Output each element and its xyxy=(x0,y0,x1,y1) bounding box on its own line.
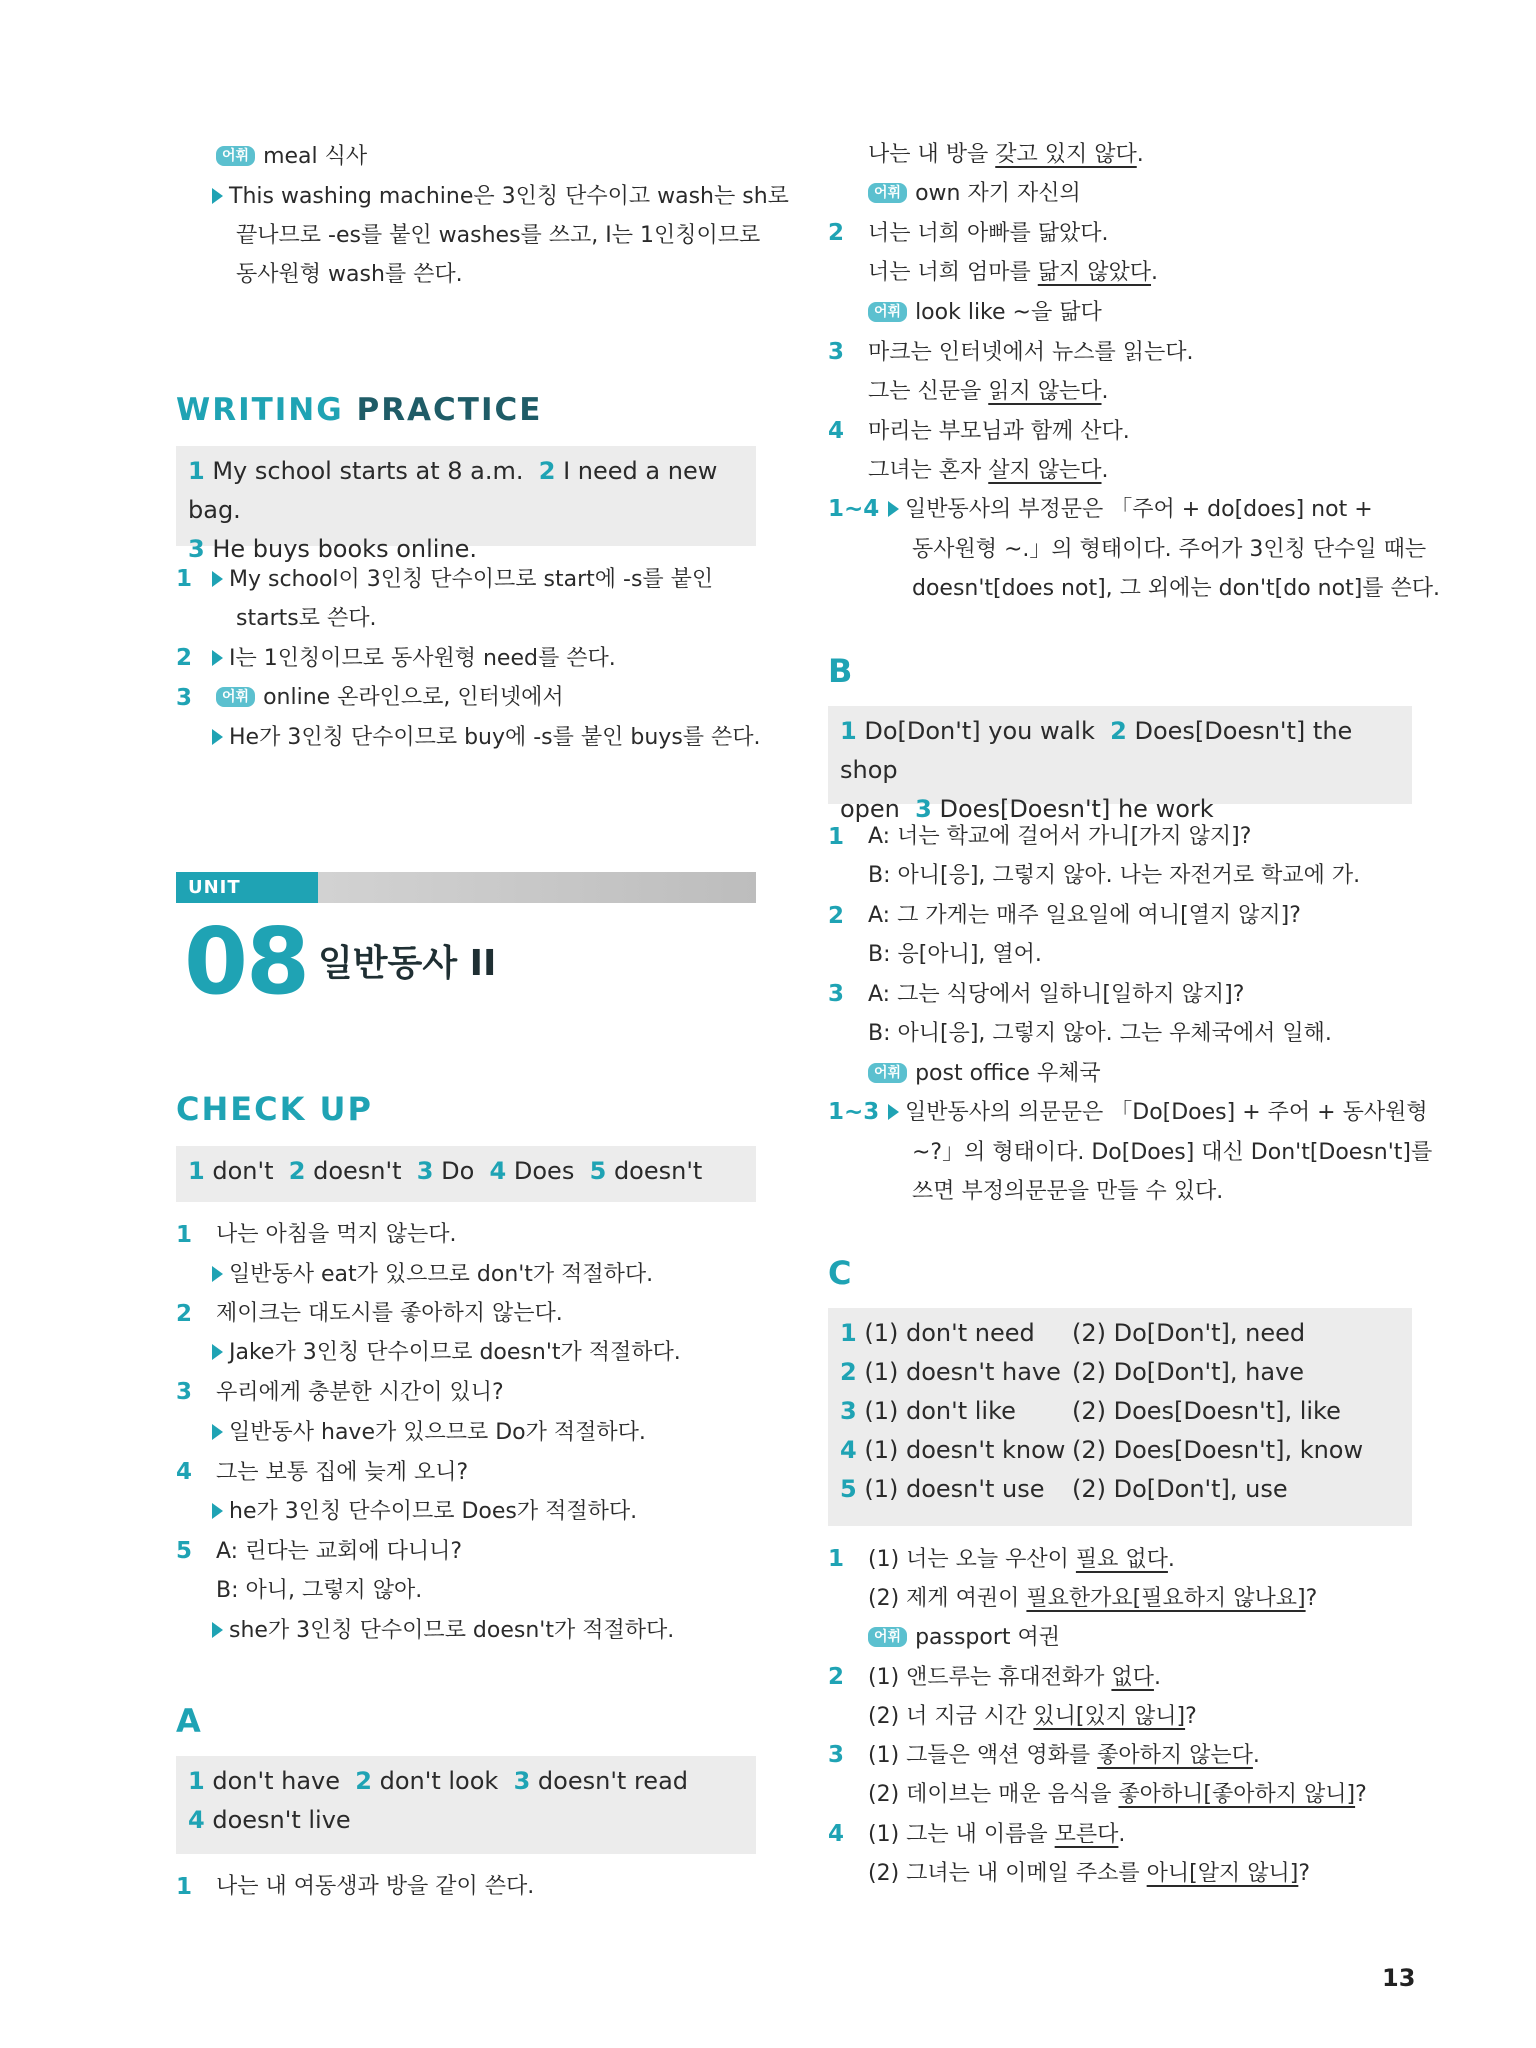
item-text: (2) 너 지금 시간 있니[있지 않니]? xyxy=(868,1704,1197,1729)
item-text: (2) 그녀는 내 이메일 주소를 아니[알지 않니]? xyxy=(868,1861,1311,1886)
vocab-badge: 어휘 xyxy=(216,687,255,707)
arrow-icon xyxy=(212,1424,223,1440)
explanation-line: 일반동사 eat가 있으므로 don't가 적절하다. xyxy=(212,1260,653,1290)
arrow-icon xyxy=(212,1503,223,1519)
answer-box: 1 My school starts at 8 a.m. 2 I need a new bag. 3 He buys books online. xyxy=(176,446,756,546)
section-title-check-up: CHECK UP xyxy=(176,1090,373,1128)
item-text: A: 그는 식당에서 일하니[일하지 않지]? xyxy=(868,982,1245,1007)
item-text: (1) 그는 내 이름을 모른다. xyxy=(868,1822,1126,1847)
item-text: 제이크는 대도시를 좋아하지 않는다. xyxy=(216,1301,563,1326)
item-number: 2 xyxy=(828,1664,845,1690)
arrow-icon xyxy=(212,650,223,666)
page-number: 13 xyxy=(1382,1964,1416,1992)
item-text: 그녀는 혼자 살지 않는다. xyxy=(868,458,1109,483)
arrow-icon xyxy=(888,501,899,517)
vocab-badge: 어휘 xyxy=(868,183,907,203)
item-text: (2) 데이브는 매운 음식을 좋아하니[좋아하지 않니]? xyxy=(868,1782,1367,1807)
item-text: (1) 너는 오늘 우산이 필요 없다. xyxy=(868,1547,1175,1572)
answer-box: 1 Do[Don't] you walk 2 Does[Doesn't] the shop open 3 Does[Doesn't] he work xyxy=(828,706,1412,804)
item-number: 2 xyxy=(176,645,193,671)
arrow-icon xyxy=(212,571,223,587)
item-number: 1~4 xyxy=(828,496,880,522)
section-title-b: B xyxy=(828,652,855,690)
item-text: B: 아니[응], 그렇지 않아. 나는 자전거로 학교에 가. xyxy=(868,863,1361,888)
item-text: 너는 너희 아빠를 닮았다. xyxy=(868,221,1109,246)
arrow-icon xyxy=(888,1104,899,1120)
item-text: 우리에게 충분한 시간이 있니? xyxy=(216,1380,504,1405)
unit-title: 일반동사 II xyxy=(318,943,497,984)
item-text: A: 린다는 교회에 다니니? xyxy=(216,1539,463,1564)
item-number: 2 xyxy=(828,903,845,929)
item-number: 3 xyxy=(828,981,845,1007)
vocab-badge: 어휘 xyxy=(868,1063,907,1083)
item-text: 마리는 부모님과 함께 산다. xyxy=(868,419,1130,444)
explanation-line: 동사원형 wash를 쓴다. xyxy=(236,262,463,287)
vocab-badge: 어휘 xyxy=(868,1627,907,1647)
section-title-writing-practice: WRITING PRACTICE xyxy=(176,392,543,428)
item-text: (1) 그들은 액션 영화를 좋아하지 않는다. xyxy=(868,1743,1260,1768)
item-text: 마크는 인터넷에서 뉴스를 읽는다. xyxy=(868,340,1194,365)
item-text: A: 그 가게는 매주 일요일에 여니[열지 않지]? xyxy=(868,903,1301,928)
item-text: B: 아니, 그렇지 않아. xyxy=(216,1578,423,1603)
arrow-icon xyxy=(212,1344,223,1360)
arrow-icon xyxy=(212,188,223,204)
item-number: 3 xyxy=(176,685,193,711)
arrow-icon xyxy=(212,1622,223,1638)
item-number: 1 xyxy=(828,824,845,850)
explanation-line: starts로 쓴다. xyxy=(236,606,377,631)
explanation-line: she가 3인칭 단수이므로 doesn't가 적절하다. xyxy=(212,1616,674,1646)
item-number: 3 xyxy=(828,1742,845,1768)
explanation-line: 일반동사의 의문문은 「Do[Does] + 주어 + 동사원형 xyxy=(888,1098,1428,1128)
item-number: 1 xyxy=(828,1546,845,1572)
answer-box: 1 don't have 2 don't look 3 doesn't read 4 doesn't live xyxy=(176,1756,756,1854)
item-text: 너는 너희 엄마를 닮지 않았다. xyxy=(868,260,1159,285)
vocab-badge: 어휘 xyxy=(216,146,255,166)
explanation-line: ~?」의 형태이다. Do[Does] 대신 Don't[Doesn't]를 xyxy=(912,1140,1433,1165)
item-text: 나는 내 방을 갖고 있지 않다. xyxy=(868,142,1144,167)
explanation-line: Jake가 3인칭 단수이므로 doesn't가 적절하다. xyxy=(212,1338,681,1368)
vocab-line: 어휘 look like ~을 닮다 xyxy=(868,298,1102,328)
item-number: 4 xyxy=(828,418,845,444)
section-title-c: C xyxy=(828,1254,854,1292)
explanation-line: 일반동사 have가 있으므로 Do가 적절하다. xyxy=(212,1418,646,1448)
answer-box: 1 don't 2 doesn't 3 Do 4 Does 5 doesn't xyxy=(176,1146,756,1202)
item-text: A: 너는 학교에 걸어서 가니[가지 않지]? xyxy=(868,824,1252,849)
item-text: 그는 보통 집에 늦게 오니? xyxy=(216,1460,469,1485)
item-text: 나는 아침을 먹지 않는다. xyxy=(216,1222,457,1247)
explanation-line: he가 3인칭 단수이므로 Does가 적절하다. xyxy=(212,1497,637,1527)
item-text: (2) 제게 여권이 필요한가요[필요하지 않나요]? xyxy=(868,1586,1318,1611)
item-text: (1) 앤드루는 휴대전화가 없다. xyxy=(868,1665,1161,1690)
explanation-line: I는 1인칭이므로 동사원형 need를 쓴다. xyxy=(212,644,616,674)
arrow-icon xyxy=(212,1266,223,1282)
unit-label: UNIT xyxy=(176,872,318,903)
item-number: 3 xyxy=(828,339,845,365)
explanation-line: doesn't[does not], 그 외에는 don't[do not]를 쓴다. xyxy=(912,576,1441,601)
vocab-line: 어휘 passport 여권 xyxy=(868,1623,1060,1653)
item-number: 2 xyxy=(828,220,845,246)
item-number: 4 xyxy=(176,1459,193,1485)
answer-box: 1 (1) don't need (2) Do[Don't], need 2 (1) doesn't have (2) Do[Don't], have 3 (1) don't like (2) Does[Doesn't], like 4 (1) doesn't know (2) Does[Doesn't], know 5 (1) doesn't use (2) Do[Don't], use xyxy=(828,1308,1412,1526)
item-number: 2 xyxy=(176,1301,193,1327)
explanation-line: This washing machine은 3인칭 단수이고 wash는 sh로 xyxy=(212,182,789,212)
item-text: 나는 내 여동생과 방을 같이 쓴다. xyxy=(216,1874,535,1899)
vocab-line: 어휘 post office 우체국 xyxy=(868,1059,1101,1089)
explanation-line: 동사원형 ~.」의 형태이다. 주어가 3인칭 단수일 때는 xyxy=(912,537,1427,562)
explanation-line: 쓰면 부정의문문을 만들 수 있다. xyxy=(912,1179,1224,1204)
explanation-line: 일반동사의 부정문은 「주어 + do[does] not + xyxy=(888,495,1373,525)
item-number: 1 xyxy=(176,1874,193,1900)
explanation-line: 끝나므로 -es를 붙인 washes를 쓰고, I는 1인칭이므로 xyxy=(236,223,761,248)
vocab-line: 어휘 online 온라인으로, 인터넷에서 xyxy=(216,683,564,713)
vocab-line: 어휘 own 자기 자신의 xyxy=(868,179,1081,209)
item-text: B: 응[아니], 열어. xyxy=(868,942,1042,967)
item-number: 4 xyxy=(828,1821,845,1847)
explanation-line: My school이 3인칭 단수이므로 start에 -s를 붙인 xyxy=(212,565,713,595)
item-number: 1 xyxy=(176,566,193,592)
item-text: 그는 신문을 읽지 않는다. xyxy=(868,379,1109,404)
item-number: 3 xyxy=(176,1379,193,1405)
explanation-line: He가 3인칭 단수이므로 buy에 -s를 붙인 buys를 쓴다. xyxy=(212,723,761,753)
vocab-line: 어휘 meal 식사 xyxy=(216,142,367,172)
arrow-icon xyxy=(212,729,223,745)
vocab-badge: 어휘 xyxy=(868,302,907,322)
item-text: B: 아니[응], 그렇지 않아. 그는 우체국에서 일해. xyxy=(868,1021,1332,1046)
item-number: 5 xyxy=(176,1538,193,1564)
unit-number: 08 xyxy=(184,908,309,1015)
section-title-a: A xyxy=(176,1702,203,1740)
item-number: 1 xyxy=(176,1222,193,1248)
item-number: 1~3 xyxy=(828,1099,880,1125)
